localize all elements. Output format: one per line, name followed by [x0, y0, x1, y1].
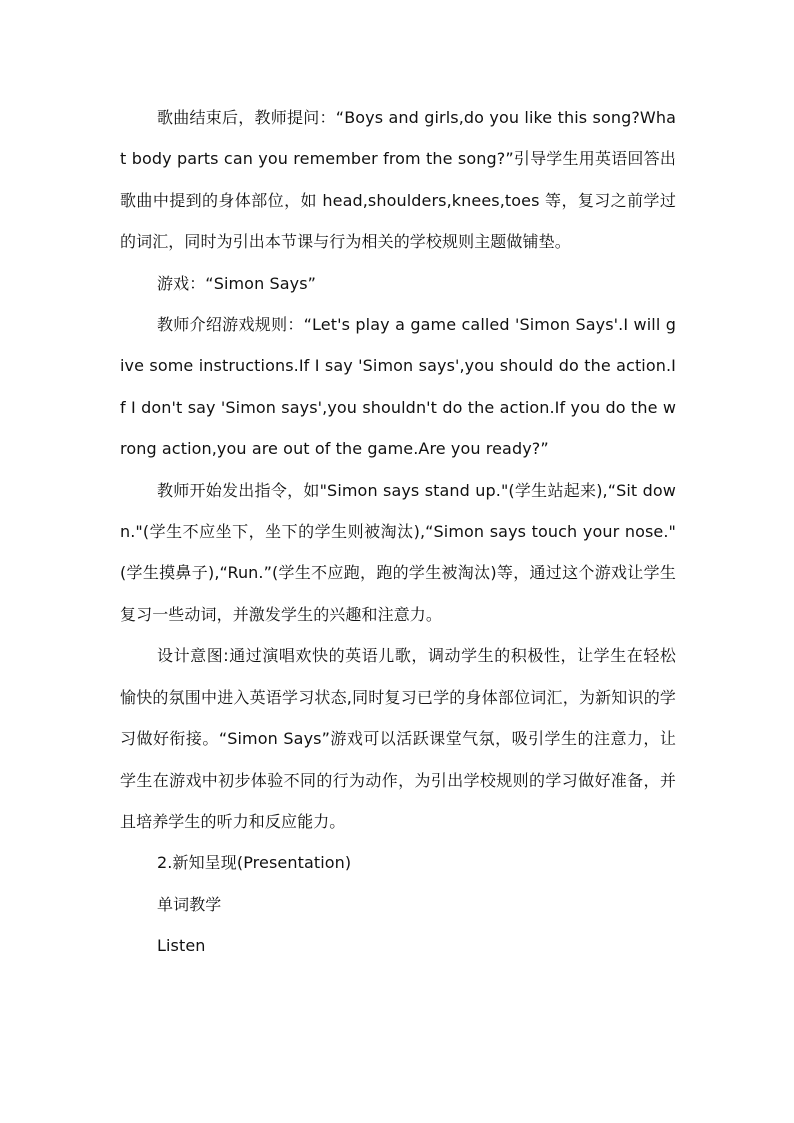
- design-intent-paragraph: 设计意图:通过演唱欢快的英语儿歌，调动学生的积极性，让学生在轻松愉快的氛围中进入英语学习状态,同时复习已学的身体部位词汇，为新知识的学习做好衔接。“Simon Says”游戏可以活跃课堂气氛，吸引学生的注意力，让学生在游戏中初步体验不同的行为动作，为引出学校规则的学习做好准备，并且培养学生的听力和反应能力。: [120, 646, 676, 831]
- subheading-listen: Listen: [157, 936, 206, 956]
- game-instructions-paragraph: 教师开始发出指令，如"Simon says stand up."(学生站起来),“Sit down."(学生不应坐下，坐下的学生则被淘汰),“Simon says touch your nose."(学生摸鼻子),“Run.”(学生不应跑，跑的学生被淘汰)等，通过这个游戏让学生复习一些动词，并激发学生的兴趣和注意力。: [120, 480, 676, 624]
- game-heading: 游戏：“Simon Says”: [157, 273, 317, 293]
- section-heading-presentation: 2.新知呈现(Presentation): [157, 853, 352, 873]
- subheading-word-teaching: 单词教学: [157, 894, 222, 914]
- song-discussion-paragraph: 歌曲结束后，教师提问：“Boys and girls,do you like this song?What body parts can you remember from the song?”引导学生用英语回答出歌曲中提到的身体部位，如 head,shoulders,knees,toes 等，复习之前学过的词汇，同时为引出本节课与行为相关的学校规则主题做铺垫。: [120, 108, 676, 252]
- game-rules-paragraph: 教师介绍游戏规则：“Let's play a game called 'Simon Says'.I will give some instructions.If I say 'Simon says',you should do the action.If I don't say 'Simon says',you shouldn't do the action.If you do the wrong action,you are out of the game.Are you ready?”: [120, 315, 676, 459]
- document-body: [120, 97, 676, 967]
